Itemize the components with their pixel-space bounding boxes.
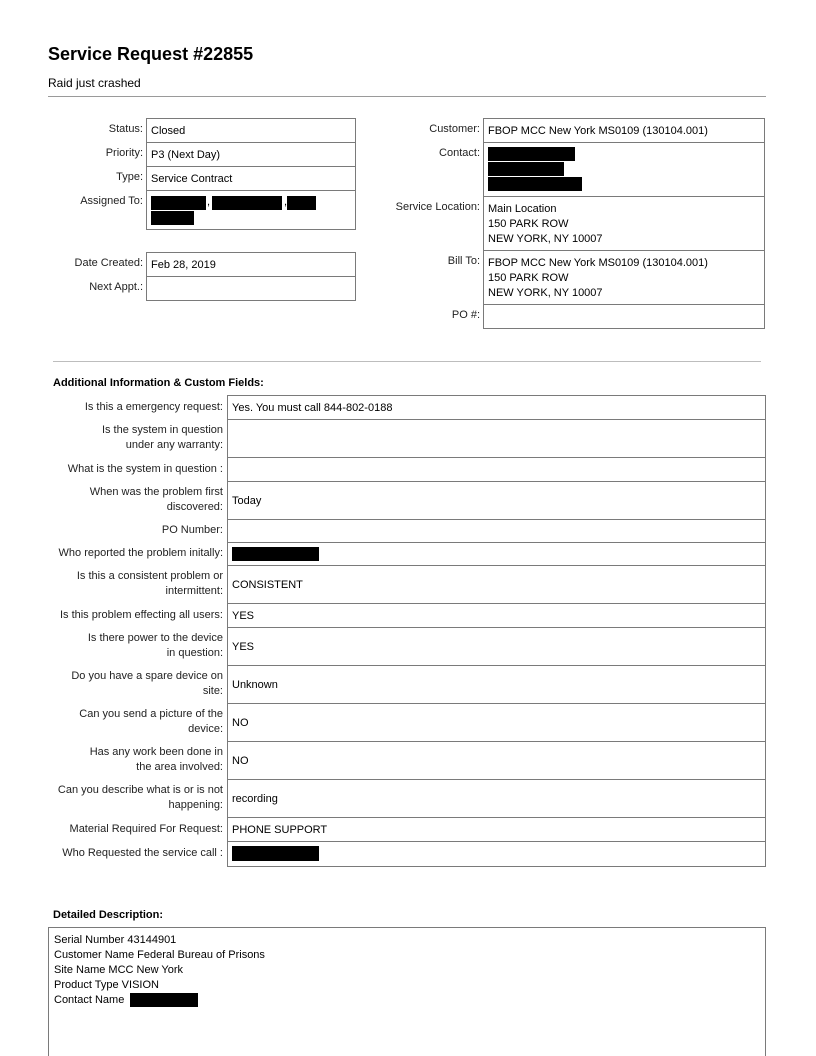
redacted-contact-name (130, 993, 198, 1007)
aif-value: CONSISTENT (228, 566, 765, 604)
aif-label: Can you send a picture of the device: (79, 708, 223, 735)
aif-label: Has any work been done in the area involved: (89, 746, 223, 773)
customer-info-box (483, 118, 765, 329)
header-divider (48, 96, 766, 97)
aif-label: Material Required For Request: (69, 822, 223, 835)
bill-to-label: Bill To: (447, 255, 480, 267)
customer-value: FBOP MCC New York MS0109 (130104.001) (484, 119, 764, 143)
aif-value (228, 420, 765, 458)
service-location-label: Service Location: (395, 201, 480, 213)
detailed-description-heading: Detailed Description: (53, 909, 164, 921)
aif-value (228, 520, 765, 543)
request-info-box (146, 118, 356, 230)
description-line: Site Name MCC New York (54, 964, 183, 976)
customer-label: Customer: (429, 123, 480, 135)
redacted-requester (232, 846, 319, 861)
assigned-to-label: Assigned To: (80, 195, 143, 207)
description-line: Product Type VISION (54, 979, 159, 991)
next-appt-value (147, 277, 355, 300)
aif-value: recording (228, 780, 765, 818)
aif-label: Is the system in question under any warranty: (101, 424, 223, 451)
aif-value: NO (228, 742, 765, 780)
next-appt-label: Next Appt.: (89, 281, 143, 293)
aif-label: Is there power to the device in question: (87, 632, 223, 659)
redacted-reporter (232, 547, 319, 561)
aif-value: NO (228, 704, 765, 742)
service-location-line-1: Main Location (488, 203, 557, 215)
aif-value: Yes. You must call 844-802-0188 (228, 396, 765, 420)
detailed-description-box (48, 927, 766, 1056)
redacted-assignee-2 (212, 196, 282, 210)
redacted-assignee-1 (151, 196, 206, 210)
aif-label: What is the system in question : (67, 462, 223, 475)
aif-label: Is this problem effecting all users: (59, 608, 223, 621)
description-line: Customer Name Federal Bureau of Prisons (54, 949, 265, 961)
status-label: Status: (108, 123, 143, 135)
redacted-contact-2 (488, 162, 564, 176)
dates-box (146, 252, 356, 301)
aif-label: Do you have a spare device on site: (71, 670, 223, 697)
aif-value (228, 458, 765, 482)
type-label: Type: (116, 171, 143, 183)
assigned-separator-1: , (207, 196, 211, 208)
date-created-value: Feb 28, 2019 (147, 253, 355, 277)
bill-to-line-1: FBOP MCC New York MS0109 (130104.001) (488, 257, 708, 269)
po-value (484, 305, 764, 328)
bill-to-line-2: 150 PARK ROW (488, 272, 569, 284)
aif-value: Today (228, 482, 765, 520)
additional-info-table (227, 395, 766, 867)
priority-value: P3 (Next Day) (147, 143, 355, 167)
aif-value: Unknown (228, 666, 765, 704)
priority-label: Priority: (105, 147, 143, 159)
page-subtitle: Raid just crashed (48, 76, 141, 90)
service-location-line-3: NEW YORK, NY 10007 (488, 233, 603, 245)
aif-value: PHONE SUPPORT (228, 818, 765, 842)
aif-value: YES (228, 604, 765, 628)
redacted-contact-1 (488, 147, 575, 161)
description-contact-label: Contact Name (54, 994, 125, 1006)
additional-info-heading: Additional Information & Custom Fields: (53, 377, 264, 389)
section-divider (53, 361, 761, 362)
page-title: Service Request #22855 (48, 44, 254, 64)
description-line: Serial Number 43144901 (54, 934, 177, 946)
redacted-assignee-4 (151, 211, 194, 225)
po-label: PO #: (451, 309, 480, 321)
aif-value-redacted (228, 543, 765, 566)
aif-label: Is this a emergency request: (84, 400, 223, 413)
service-location-value (484, 197, 764, 251)
aif-value: YES (228, 628, 765, 666)
aif-label: Is this a consistent problem or intermittent: (76, 570, 223, 597)
contact-value (484, 143, 764, 197)
aif-label: Who Requested the service call : (62, 846, 223, 859)
contact-label: Contact: (439, 147, 480, 159)
redacted-contact-3 (488, 177, 582, 191)
aif-label: Who reported the problem initally: (58, 547, 223, 559)
assigned-separator-2: , (284, 196, 288, 208)
aif-label: Can you describe what is or is not happening: (57, 784, 223, 811)
redacted-assignee-3 (287, 196, 316, 210)
type-value: Service Contract (147, 167, 355, 191)
description-line-contact (54, 993, 760, 1008)
bill-to-value (484, 251, 764, 305)
service-location-line-2: 150 PARK ROW (488, 218, 569, 230)
status-value: Closed (147, 119, 355, 143)
date-created-label: Date Created: (74, 257, 143, 269)
aif-label: PO Number: (161, 524, 223, 536)
aif-value-redacted (228, 842, 765, 866)
assigned-to-value (147, 191, 355, 229)
aif-label: When was the problem first discovered: (89, 486, 223, 513)
bill-to-line-3: NEW YORK, NY 10007 (488, 287, 603, 299)
